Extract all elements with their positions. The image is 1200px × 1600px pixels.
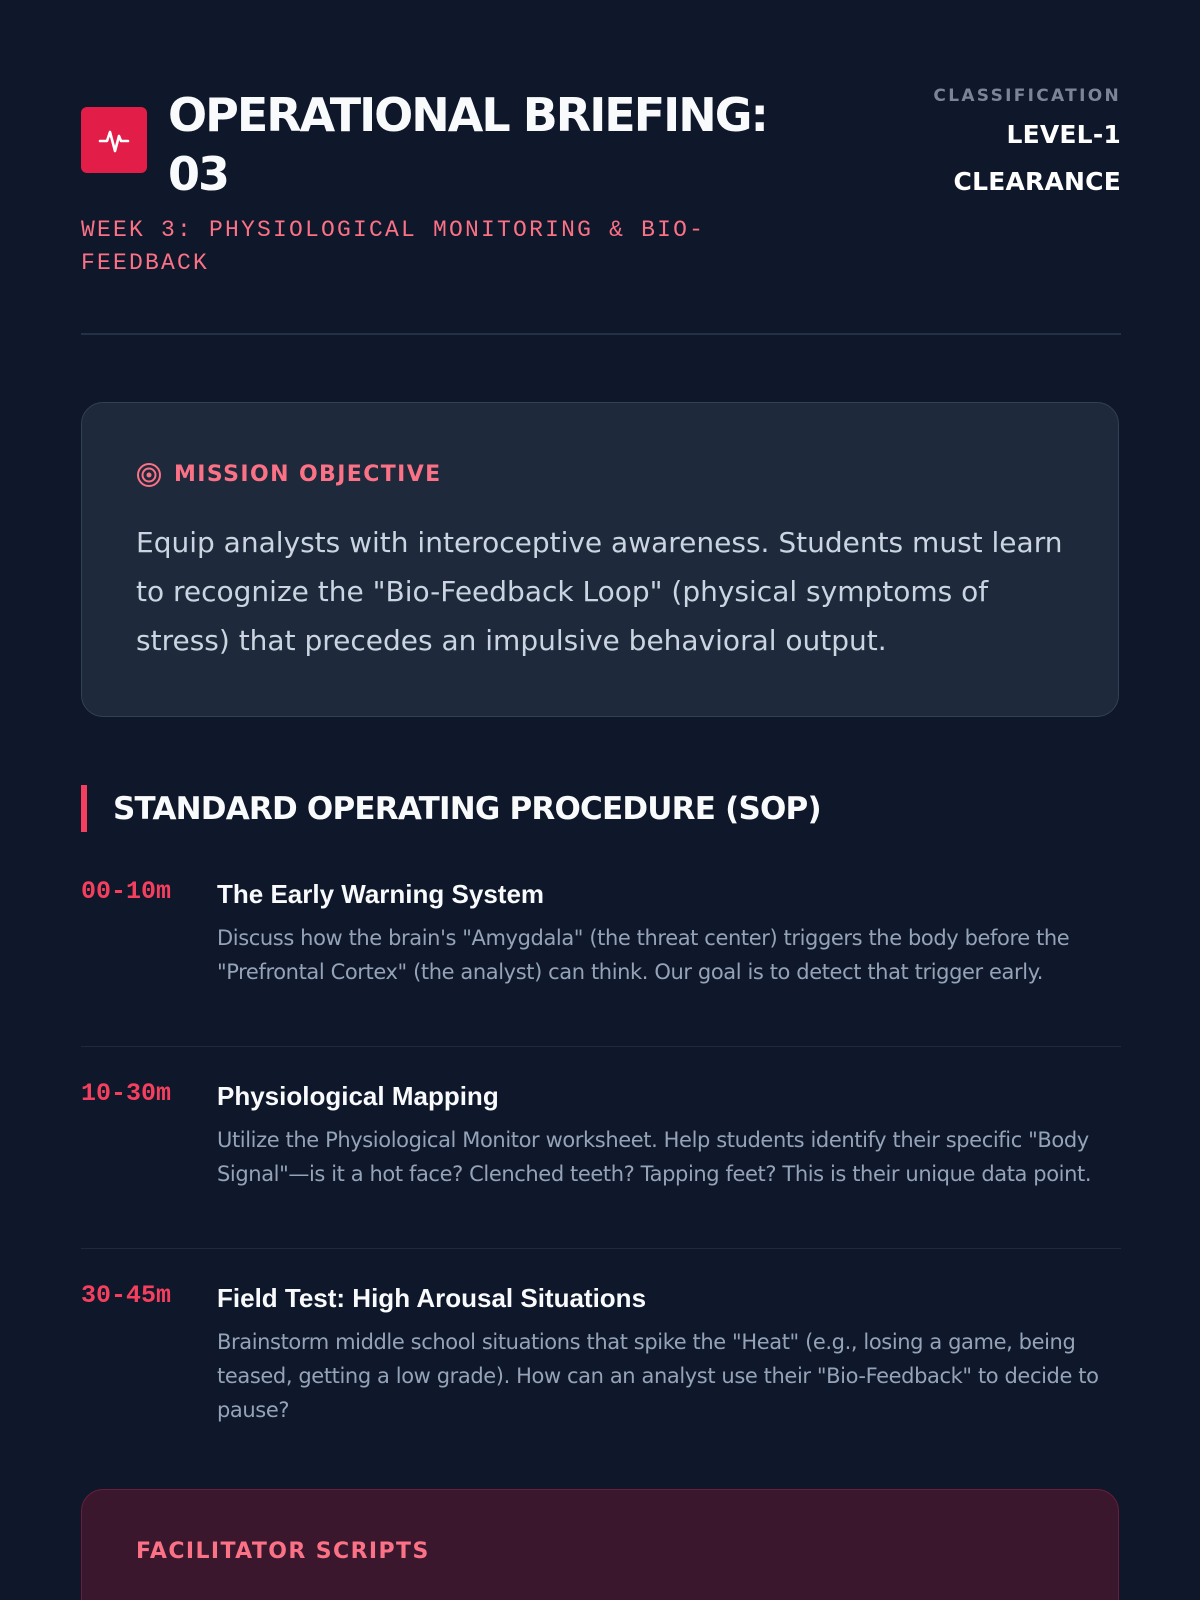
mission-objective-text: Equip analysts with interoceptive awareness. Students must learn to recognize the "Bio-Feedback Loop" (physical symptoms of stress) that precedes an impulsive behavioral output. <box>136 526 1063 657</box>
logo-badge <box>81 107 147 173</box>
sop-item-description: Brainstorm middle school situations that spike the "Heat" (e.g., losing a game, being teased, getting a low grade). How can an analyst use their "Bio-Feedback" to decide to pause? <box>217 1330 1099 1422</box>
sop-item-divider <box>81 1046 1121 1047</box>
page-title: OPERATIONAL BRIEFING: 03 <box>168 88 767 201</box>
sop-item-title: The Early Warning System <box>217 879 545 909</box>
classification-block <box>821 86 1121 205</box>
sop-accent-bar <box>81 785 87 832</box>
mission-objective-card <box>81 402 1119 717</box>
classification-value: LEVEL-1 CLEARANCE <box>953 120 1121 196</box>
sop-item-time: 10-30m <box>81 1079 172 1108</box>
target-icon <box>136 462 162 488</box>
facilitator-scripts-title: FACILITATOR SCRIPTS <box>136 1539 430 1564</box>
sop-item-title: Field Test: High Arousal Situations <box>217 1283 647 1313</box>
sop-item-description: Utilize the Physiological Monitor worksheet. Help students identify their specific "Body Signal"—is it a hot face? Clenched teeth? Tapping feet? This is their unique data point. <box>217 1128 1092 1186</box>
page-subtitle: WEEK 3: PHYSIOLOGICAL MONITORING & BIO-FEEDBACK <box>81 217 706 276</box>
sop-item-divider <box>81 1248 1121 1249</box>
sop-item-description: Discuss how the brain's "Amygdala" (the threat center) triggers the body before the "Prefrontal Cortex" (the analyst) can think. Our goal is to detect that trigger early. <box>217 926 1070 984</box>
sop-item-time: 00-10m <box>81 877 172 906</box>
header-divider <box>81 333 1121 335</box>
heartbeat-icon <box>98 124 130 156</box>
sop-title: STANDARD OPERATING PROCEDURE (SOP) <box>113 791 821 827</box>
sop-item-title: Physiological Mapping <box>217 1081 499 1111</box>
sop-item-time: 30-45m <box>81 1281 172 1310</box>
facilitator-scripts-card <box>81 1489 1119 1600</box>
mission-objective-title: MISSION OBJECTIVE <box>174 462 442 487</box>
classification-label: CLASSIFICATION <box>933 86 1121 106</box>
briefing-header <box>81 86 1121 276</box>
